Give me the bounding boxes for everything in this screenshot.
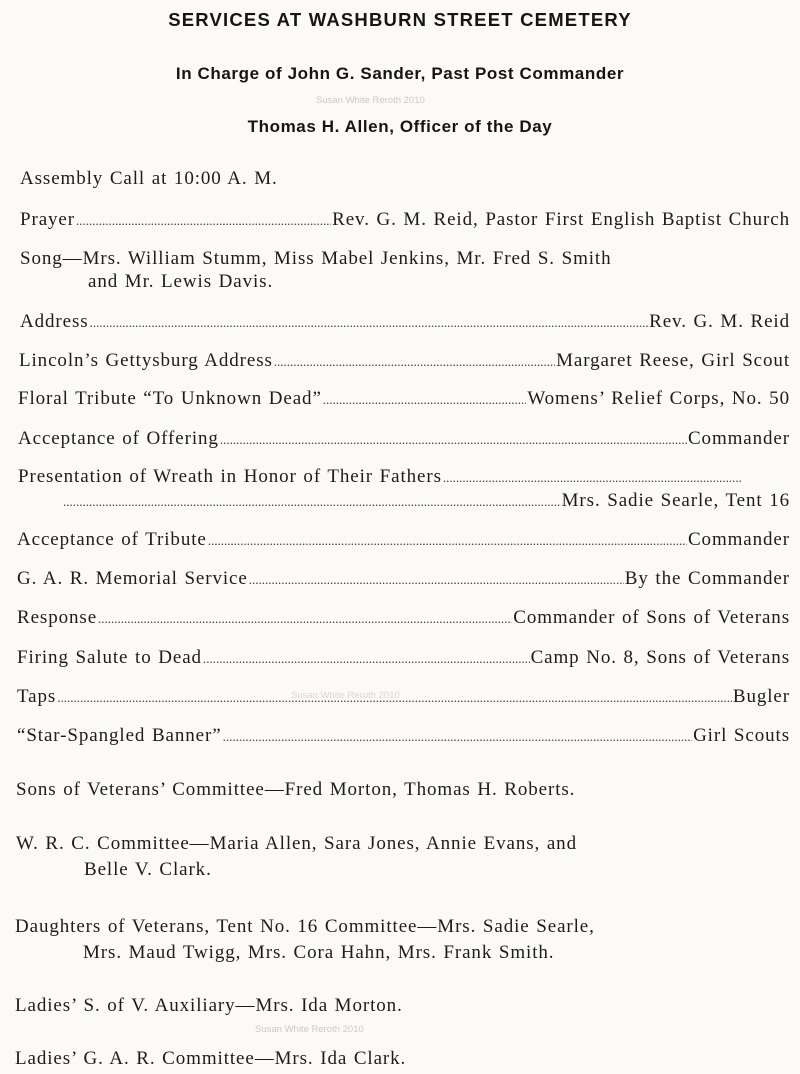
leader-dots: [63, 491, 561, 513]
item-performer: Camp No. 8, Sons of Veterans: [530, 647, 790, 668]
item-performer: By the Commander: [624, 568, 790, 589]
item-label: Address: [20, 311, 89, 332]
leader-dots: [90, 312, 649, 334]
program-item-response: [17, 607, 790, 630]
program-item-banner: [17, 725, 790, 748]
in-charge-heading: In Charge of John G. Sander, Past Post Commander: [175, 64, 625, 83]
program-item-gar-memorial: [17, 568, 790, 591]
item-label: Floral Tribute “To Unknown Dead”: [18, 388, 322, 409]
watermark: Susan White Reroth 2010: [255, 1024, 364, 1035]
leader-dots: [76, 210, 331, 232]
leader-dots: [249, 569, 624, 591]
program-item-acceptance-tribute: [17, 529, 790, 552]
song-line-1: Song—Mrs. William Stumm, Miss Mabel Jenkins, Mr. Fred S. Smith: [20, 248, 612, 269]
item-label: Response: [17, 607, 98, 628]
leader-dots: [274, 351, 555, 373]
committee-wrc-line-2: Belle V. Clark.: [84, 859, 212, 880]
program-item-taps: [17, 686, 790, 709]
leader-dots: [98, 608, 512, 630]
program-item-prayer: [20, 209, 790, 232]
item-label: Presentation of Wreath in Honor of Their Fathers: [18, 466, 442, 487]
program-item-firing-salute: [17, 647, 790, 670]
item-performer: Rev. G. M. Reid: [649, 311, 790, 332]
program-item-gettysburg: [19, 350, 790, 373]
committee-ladies-gar: Ladies’ G. A. R. Committee—Mrs. Ida Clark.: [15, 1048, 407, 1069]
item-performer: Bugler: [732, 686, 790, 707]
leader-dots: [208, 530, 687, 552]
item-label: Firing Salute to Dead: [17, 647, 202, 668]
leader-dots: [220, 429, 687, 451]
committee-sons-of-veterans: Sons of Veterans’ Committee—Fred Morton, Thomas H. Roberts.: [16, 779, 576, 800]
song-line-2: and Mr. Lewis Davis.: [88, 271, 274, 292]
item-performer: Commander: [687, 529, 790, 550]
item-performer: Margaret Reese, Girl Scout: [556, 350, 790, 371]
item-performer: Girl Scouts: [693, 725, 790, 746]
officer-heading: Thomas H. Allen, Officer of the Day: [247, 117, 553, 136]
committee-wrc-line-1: W. R. C. Committee—Maria Allen, Sara Jones, Annie Evans, and: [16, 833, 577, 854]
program-item-floral: [18, 388, 790, 411]
item-label: Taps: [17, 686, 57, 707]
watermark: Susan White Reroth 2010: [316, 95, 425, 106]
leader-dots: [443, 467, 742, 489]
item-performer: Womens’ Relief Corps, No. 50: [527, 388, 790, 409]
item-performer: Commander: [687, 428, 790, 449]
page-title: SERVICES AT WASHBURN STREET CEMETERY: [168, 9, 632, 30]
committee-ladies-sv: Ladies’ S. of V. Auxiliary—Mrs. Ida Morton.: [15, 995, 403, 1016]
item-performer: Commander of Sons of Veterans: [513, 607, 790, 628]
item-label: G. A. R. Memorial Service: [17, 568, 248, 589]
committee-daughters-line-2: Mrs. Maud Twigg, Mrs. Cora Hahn, Mrs. Frank Smith.: [83, 942, 555, 963]
item-label: Acceptance of Tribute: [17, 529, 207, 550]
committee-daughters-line-1: Daughters of Veterans, Tent No. 16 Committee—Mrs. Sadie Searle,: [15, 916, 595, 937]
leader-dots: [323, 389, 527, 411]
item-label: Prayer: [20, 209, 75, 230]
program-item-wreath: [18, 466, 743, 489]
program-item-address: [20, 311, 790, 334]
item-label: Acceptance of Offering: [18, 428, 219, 449]
watermark: Susan White Reroth 2010: [291, 690, 400, 701]
assembly-call: Assembly Call at 10:00 A. M.: [20, 168, 278, 189]
item-label: Lincoln’s Gettysburg Address: [19, 350, 273, 371]
program-item-acceptance-offering: [18, 428, 790, 451]
item-performer: Rev. G. M. Reid, Pastor First English Baptist Church: [332, 209, 790, 230]
item-label: “Star-Spangled Banner”: [17, 725, 222, 746]
leader-dots: [223, 726, 693, 748]
item-performer: Mrs. Sadie Searle, Tent 16: [561, 490, 790, 511]
leader-dots: [203, 648, 530, 670]
program-item-wreath-performer: [62, 490, 790, 513]
